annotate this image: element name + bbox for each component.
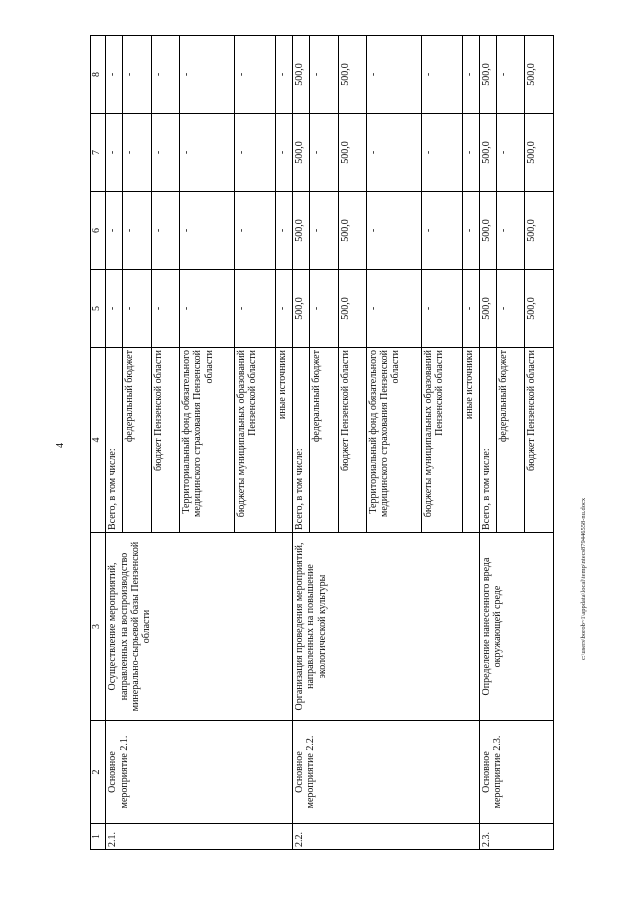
budget-table xyxy=(90,35,554,850)
header-row xyxy=(91,36,106,850)
header-cell: 3 xyxy=(91,533,106,721)
row-number: 2.2. xyxy=(293,824,480,850)
table-row xyxy=(293,36,310,850)
value-cell: - xyxy=(496,270,524,348)
source-label: Территориальный фонд обязательного медицинского страхования Пензенской области xyxy=(180,348,235,533)
source-label: бюджет Пензенской области xyxy=(151,348,179,533)
value-cell: - xyxy=(276,114,293,192)
value-cell: 500,0 xyxy=(525,270,554,348)
value-cell: 500,0 xyxy=(338,192,366,270)
table-row xyxy=(106,36,123,850)
activity-description: Определение нанесенного вреда окружающей среде xyxy=(480,533,554,721)
value-cell: - xyxy=(276,192,293,270)
value-cell: - xyxy=(367,114,422,192)
value-cell: - xyxy=(310,36,338,114)
value-cell: 500,0 xyxy=(338,270,366,348)
value-cell: - xyxy=(123,192,151,270)
source-label: Всего, в том числе: xyxy=(293,348,310,533)
value-cell: - xyxy=(151,114,179,192)
value-cell: 500,0 xyxy=(480,114,497,192)
table-row xyxy=(480,36,497,850)
source-label: Территориальный фонд обязательного медицинского страхования Пензенской области xyxy=(367,348,422,533)
activity-title: Основное мероприятие 2.1. xyxy=(106,721,293,824)
header-cell: 7 xyxy=(91,114,106,192)
value-cell: - xyxy=(496,36,524,114)
activity-title: Основное мероприятие 2.3. xyxy=(480,721,554,824)
value-cell: - xyxy=(106,270,123,348)
value-cell: - xyxy=(463,36,480,114)
header-cell: 1 xyxy=(91,824,106,850)
value-cell: - xyxy=(123,114,151,192)
header-cell: 6 xyxy=(91,192,106,270)
value-cell: - xyxy=(276,270,293,348)
value-cell: - xyxy=(123,36,151,114)
value-cell: - xyxy=(421,36,463,114)
value-cell: - xyxy=(421,192,463,270)
header-cell: 4 xyxy=(91,348,106,533)
source-label: Всего, в том числе: xyxy=(480,348,497,533)
value-cell: - xyxy=(123,270,151,348)
header-cell: 8 xyxy=(91,36,106,114)
header-cell: 5 xyxy=(91,270,106,348)
value-cell: - xyxy=(234,270,276,348)
value-cell: 500,0 xyxy=(293,270,310,348)
value-cell: - xyxy=(367,270,422,348)
value-cell: 500,0 xyxy=(293,114,310,192)
activity-description: Организация проведения мероприятий, направленных на повышение экологической культуры xyxy=(293,533,480,721)
header-cell: 2 xyxy=(91,721,106,824)
value-cell: - xyxy=(367,192,422,270)
value-cell: - xyxy=(180,114,235,192)
source-label: федеральный бюджет xyxy=(496,348,524,533)
source-label: иные источники xyxy=(276,348,293,533)
value-cell: - xyxy=(421,114,463,192)
source-label: бюджет Пензенской области xyxy=(338,348,366,533)
value-cell: 500,0 xyxy=(480,192,497,270)
source-label: иные источники xyxy=(463,348,480,533)
value-cell: - xyxy=(496,192,524,270)
value-cell: - xyxy=(310,192,338,270)
value-cell: 500,0 xyxy=(480,270,497,348)
value-cell: 500,0 xyxy=(525,114,554,192)
value-cell: - xyxy=(234,114,276,192)
value-cell: - xyxy=(151,192,179,270)
value-cell: 500,0 xyxy=(293,192,310,270)
row-number: 2.1. xyxy=(106,824,293,850)
value-cell: 500,0 xyxy=(525,36,554,114)
value-cell: - xyxy=(180,270,235,348)
row-number: 2.3. xyxy=(480,824,554,850)
value-cell: - xyxy=(151,36,179,114)
source-label: бюджеты муниципальных образований Пензенской области xyxy=(421,348,463,533)
value-cell: - xyxy=(367,36,422,114)
value-cell: 500,0 xyxy=(338,114,366,192)
value-cell: - xyxy=(106,114,123,192)
value-cell: - xyxy=(106,36,123,114)
page-number: 4 xyxy=(55,443,66,448)
source-label: федеральный бюджет xyxy=(123,348,151,533)
value-cell: - xyxy=(180,192,235,270)
value-cell: - xyxy=(234,192,276,270)
value-cell: 500,0 xyxy=(480,36,497,114)
source-label: бюджеты муниципальных образований Пензенской области xyxy=(234,348,276,533)
value-cell: - xyxy=(276,36,293,114)
value-cell: 500,0 xyxy=(293,36,310,114)
activity-description: Осуществление мероприятий, направленных на воспроизводство минерально-сырьевой базы Пензенской области xyxy=(106,533,293,721)
rotated-table-wrapper xyxy=(90,36,554,850)
value-cell: - xyxy=(421,270,463,348)
value-cell: 500,0 xyxy=(525,192,554,270)
value-cell: - xyxy=(151,270,179,348)
activity-title: Основное мероприятие 2.2. xyxy=(293,721,480,824)
value-cell: - xyxy=(234,36,276,114)
value-cell: - xyxy=(180,36,235,114)
source-label: Всего, в том числе: xyxy=(106,348,123,533)
footer-file-path: c:\users\borob~1\appdata\local\temp\ntecs879446558-nu.docx xyxy=(580,497,587,660)
source-label: федеральный бюджет xyxy=(310,348,338,533)
value-cell: - xyxy=(463,114,480,192)
source-label: бюджет Пензенской области xyxy=(525,348,554,533)
value-cell: - xyxy=(310,114,338,192)
value-cell: - xyxy=(310,270,338,348)
value-cell: - xyxy=(463,270,480,348)
value-cell: 500,0 xyxy=(338,36,366,114)
value-cell: - xyxy=(106,192,123,270)
value-cell: - xyxy=(463,192,480,270)
value-cell: - xyxy=(496,114,524,192)
